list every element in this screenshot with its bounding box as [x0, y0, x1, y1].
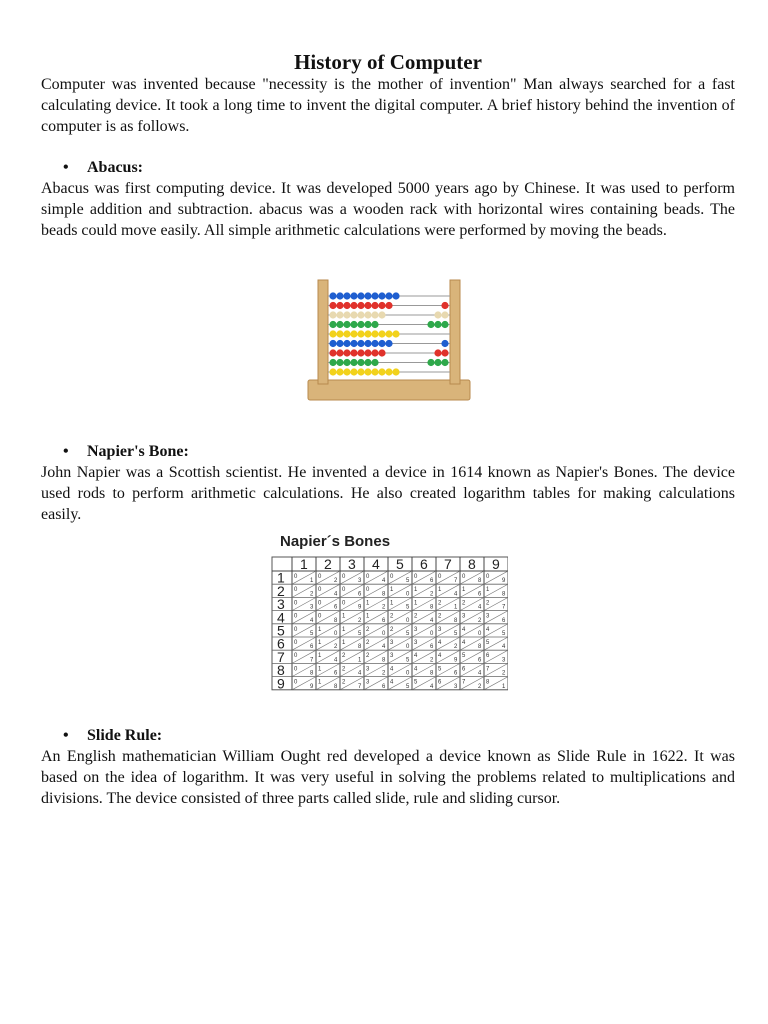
napier-cell-ones: 8 [478, 644, 482, 651]
abacus-bead [336, 330, 343, 337]
abacus-bead [371, 359, 378, 366]
napier-cell-ones: 9 [502, 578, 506, 585]
napier-row-label: 9 [277, 675, 285, 692]
abacus-bead [343, 359, 350, 366]
napier-cell-tens: 3 [390, 640, 394, 646]
napier-cell-tens: 2 [462, 600, 466, 607]
abacus-bead [329, 359, 336, 366]
napier-cell-tens: 0 [294, 613, 298, 620]
napier-cell-tens: 1 [342, 626, 346, 633]
abacus-bead [378, 292, 385, 299]
napier-paragraph: John Napier was a Scottish scientist. He invented a device in 1614 known as Napier's Bones. The device used rods to perform arithmetic calculations. He also created logarithm tables for making calculations easily. [41, 464, 735, 523]
bullet-glyph: • [63, 443, 69, 460]
abacus-bead [441, 321, 448, 328]
napier-cell-tens: 0 [342, 600, 346, 607]
abacus-bead [357, 349, 364, 356]
abacus-bead [364, 321, 371, 328]
abacus-bead [371, 330, 378, 337]
abacus-bead [336, 340, 343, 347]
abacus-bead [336, 359, 343, 366]
page-title: History of Computer [294, 50, 482, 74]
napier-cell-ones: 4 [358, 670, 362, 677]
abacus-bead [371, 340, 378, 347]
napier-cell-ones: 2 [478, 683, 482, 690]
napier-col-label: 7 [444, 556, 452, 572]
section-heading-label: Abacus: [87, 159, 144, 176]
napier-cell-ones: 8 [334, 683, 338, 690]
napier-cell-tens: 1 [414, 600, 418, 607]
abacus-bead [378, 340, 385, 347]
abacus-bead [329, 321, 336, 328]
napier-cell-tens: 0 [294, 626, 298, 633]
napier-cell-ones: 2 [358, 617, 362, 624]
napier-cell-tens: 7 [486, 666, 490, 673]
abacus-bead [357, 368, 364, 375]
abacus-bead [441, 302, 448, 309]
napier-cell-ones: 0 [334, 631, 338, 637]
napier-cell-tens: 1 [318, 653, 322, 660]
napier-cell-ones: 9 [454, 657, 458, 664]
napier-cell-ones: 2 [502, 670, 506, 677]
napier-cell-tens: 0 [462, 574, 466, 580]
abacus-bead [350, 330, 357, 337]
napier-cell-tens: 1 [486, 587, 490, 594]
abacus-bead [350, 349, 357, 356]
abacus-bead [329, 368, 336, 375]
abacus-bead [350, 340, 357, 347]
napier-cell-ones: 1 [310, 578, 314, 585]
abacus-bead [378, 368, 385, 375]
napier-row-label: 6 [277, 635, 285, 652]
abacus-bead [371, 302, 378, 309]
napier-cell-tens: 2 [342, 653, 346, 660]
napier-cell-tens: 0 [318, 613, 322, 620]
napier-cell-ones: 8 [502, 591, 506, 598]
napier-cell-tens: 0 [438, 574, 442, 580]
napier-row-label: 5 [277, 622, 285, 639]
abacus-bead [385, 292, 392, 299]
napier-cell-tens: 0 [390, 574, 394, 580]
napier-cell-tens: 7 [462, 679, 466, 686]
napier-cell-tens: 0 [294, 574, 298, 580]
abacus-bead [371, 311, 378, 318]
napier-cell-tens: 1 [342, 613, 346, 620]
section-heading-napier [63, 441, 189, 462]
napier-cell-ones: 5 [358, 631, 362, 637]
napier-cell-tens: 4 [462, 626, 466, 633]
napier-row-label: 4 [277, 609, 285, 626]
napier-cell-ones: 4 [430, 683, 434, 690]
abacus-bead [350, 311, 357, 318]
abacus-bead [350, 321, 357, 328]
napier-row-label: 3 [277, 596, 285, 613]
abacus-bead [371, 349, 378, 356]
napier-cell-tens: 3 [438, 626, 442, 633]
napier-cell-tens: 0 [318, 574, 322, 580]
napier-cell-tens: 0 [318, 600, 322, 607]
abacus-bead [378, 302, 385, 309]
napier-cell-tens: 3 [366, 679, 370, 686]
napier-cell-ones: 8 [358, 644, 362, 651]
abacus-bead [357, 302, 364, 309]
napier-cell-ones: 6 [358, 591, 362, 598]
napier-cell-ones: 6 [478, 657, 482, 664]
napier-cell-ones: 6 [334, 604, 338, 611]
napier-cell-ones: 9 [358, 604, 362, 611]
napier-cell-tens: 3 [414, 640, 418, 646]
napier-cell-ones: 1 [502, 683, 506, 690]
napier-cell-ones: 6 [430, 578, 434, 585]
napier-col-label: 9 [492, 556, 500, 572]
napier-cell-tens: 2 [486, 600, 490, 607]
napier-cell-tens: 1 [366, 613, 370, 620]
napier-cell-ones: 2 [382, 670, 386, 677]
abacus-bead [364, 349, 371, 356]
napier-cell-tens: 4 [438, 640, 442, 646]
napier-cell-tens: 0 [294, 640, 298, 646]
napier-cell-tens: 3 [390, 653, 394, 660]
napier-cell-ones: 6 [454, 670, 458, 677]
abacus-bead [343, 311, 350, 318]
napier-cell-tens: 0 [342, 587, 346, 594]
abacus-bead [329, 302, 336, 309]
napier-cell-tens: 2 [438, 613, 442, 620]
napier-col-label: 2 [324, 556, 332, 572]
napier-cell-ones: 5 [406, 631, 410, 637]
abacus-bead [441, 349, 448, 356]
napier-cell-ones: 2 [334, 578, 338, 585]
napier-cell-tens: 4 [390, 679, 394, 686]
abacus-bead [336, 302, 343, 309]
abacus-bead [343, 340, 350, 347]
napier-cell-tens: 0 [294, 587, 298, 594]
abacus-bead [336, 368, 343, 375]
section-heading-label: Slide Rule: [87, 727, 163, 744]
napier-cell-ones: 1 [454, 604, 458, 611]
abacus-bead [434, 321, 441, 328]
abacus-bead [350, 359, 357, 366]
napier-cell-tens: 0 [414, 574, 418, 580]
napier-cell-tens: 8 [486, 679, 490, 686]
napier-col-label: 1 [300, 556, 308, 572]
napier-cell-ones: 7 [310, 657, 314, 664]
napier-cell-tens: 2 [414, 613, 418, 620]
abacus-bead [336, 349, 343, 356]
abacus-bead [385, 368, 392, 375]
napier-col-label: 3 [348, 556, 356, 572]
abacus-bead [357, 340, 364, 347]
abacus-bead [434, 349, 441, 356]
napier-cell-ones: 8 [478, 578, 482, 585]
napier-cell-ones: 3 [358, 578, 362, 585]
napier-cell-tens: 2 [438, 600, 442, 607]
abacus-bead [343, 321, 350, 328]
abacus-bead [357, 321, 364, 328]
napier-cell-ones: 8 [310, 670, 314, 677]
napier-cell-ones: 1 [358, 657, 362, 664]
abacus-bead [378, 311, 385, 318]
napier-cell-ones: 0 [406, 617, 410, 624]
napier-cell-tens: 4 [438, 653, 442, 660]
napier-title: Napier´s Bones [280, 533, 391, 550]
napier-col-label: 8 [468, 556, 476, 572]
abacus-bead [329, 330, 336, 337]
abacus-bead [343, 368, 350, 375]
napier-cell-ones: 4 [454, 591, 458, 598]
napier-cell-ones: 5 [406, 578, 410, 585]
napier-cell-tens: 0 [486, 574, 490, 580]
napier-cell-tens: 5 [486, 640, 490, 646]
abacus-bead [357, 359, 364, 366]
napier-cell-tens: 3 [462, 613, 466, 620]
abacus-bead [364, 292, 371, 299]
napier-cell-ones: 6 [382, 617, 386, 624]
napier-cell-ones: 0 [406, 591, 410, 598]
napier-cell-tens: 4 [462, 640, 466, 646]
napier-cell-tens: 3 [366, 666, 370, 673]
napier-cell-ones: 2 [430, 657, 434, 664]
abacus-bead [329, 340, 336, 347]
napier-cell-tens: 1 [318, 626, 322, 633]
napier-cell-ones: 8 [382, 591, 386, 598]
napier-cell-ones: 6 [478, 591, 482, 598]
napier-col-label: 6 [420, 556, 428, 572]
napier-cell-ones: 9 [310, 683, 314, 690]
abacus-bead [364, 330, 371, 337]
napier-cell-tens: 0 [366, 587, 370, 594]
napier-cell-ones: 4 [502, 644, 506, 651]
napier-cell-ones: 4 [478, 670, 482, 677]
napier-cell-ones: 0 [382, 631, 386, 637]
napier-row-label: 2 [277, 582, 285, 599]
napier-cell-ones: 6 [430, 644, 434, 651]
napier-cell-ones: 8 [454, 617, 458, 624]
napier-cell-ones: 3 [310, 604, 314, 611]
abacus-bead [350, 292, 357, 299]
napier-cell-tens: 1 [318, 640, 322, 646]
napier-cell-tens: 0 [366, 574, 370, 580]
napier-cell-tens: 4 [414, 653, 418, 660]
abacus-post-right [450, 280, 460, 384]
abacus-bead [343, 349, 350, 356]
abacus-bead [441, 340, 448, 347]
napier-cell-tens: 2 [390, 626, 394, 633]
abacus-bead [385, 340, 392, 347]
napier-cell-ones: 5 [406, 657, 410, 664]
abacus-image [306, 276, 472, 404]
napier-cell-tens: 1 [414, 587, 418, 594]
napier-cell-tens: 2 [390, 613, 394, 620]
abacus-bead [343, 302, 350, 309]
napier-cell-ones: 3 [502, 657, 506, 664]
napier-cell-ones: 2 [382, 604, 386, 611]
napier-cell-tens: 0 [294, 679, 298, 686]
napier-cell-tens: 5 [438, 666, 442, 673]
napier-cell-tens: 3 [414, 626, 418, 633]
napier-cell-ones: 2 [478, 617, 482, 624]
abacus-bead [343, 330, 350, 337]
napier-cell-tens: 2 [366, 626, 370, 633]
napier-cell-tens: 2 [342, 666, 346, 673]
abacus-bead [392, 330, 399, 337]
napier-cell-ones: 2 [454, 644, 458, 651]
napier-cell-tens: 1 [318, 679, 322, 686]
napier-row-label: 8 [277, 662, 285, 679]
napier-cell-ones: 6 [502, 617, 506, 624]
napier-cell-ones: 3 [454, 683, 458, 690]
napier-cell-ones: 8 [430, 670, 434, 677]
abacus-bead [329, 311, 336, 318]
napier-cell-tens: 0 [294, 666, 298, 673]
abacus-bead [350, 368, 357, 375]
napier-cell-ones: 2 [430, 591, 434, 598]
napier-cell-tens: 1 [462, 587, 466, 594]
abacus-bead [434, 311, 441, 318]
abacus-bead [371, 292, 378, 299]
abacus-base [308, 380, 470, 400]
abacus-bead [392, 292, 399, 299]
abacus-bead [385, 302, 392, 309]
abacus-bead [336, 321, 343, 328]
napier-bones-image [268, 527, 508, 695]
napier-cell-tens: 4 [486, 626, 490, 633]
napier-cell-ones: 2 [334, 644, 338, 651]
napier-cell-ones: 6 [382, 683, 386, 690]
napier-cell-ones: 8 [430, 604, 434, 611]
napier-cell-ones: 4 [478, 604, 482, 611]
abacus-bead [441, 359, 448, 366]
napier-cell-tens: 4 [390, 666, 394, 673]
napier-cell-tens: 4 [414, 666, 418, 673]
napier-row-label: 7 [277, 648, 285, 665]
abacus-bead [357, 330, 364, 337]
napier-cell-tens: 0 [294, 600, 298, 607]
intro-paragraph: Computer was invented because "necessity is the mother of invention" Man always searched for a fast calculating device. It took a long time to invent the digital computer. A brief history behind the invention of computer is as follows. [41, 76, 735, 135]
abacus-bead [364, 359, 371, 366]
napier-cell-ones: 8 [334, 617, 338, 624]
napier-cell-tens: 2 [342, 679, 346, 686]
abacus-bead [427, 359, 434, 366]
napier-cell-tens: 1 [318, 666, 322, 673]
abacus-bead [329, 292, 336, 299]
section-heading-slide-rule [63, 725, 162, 746]
napier-cell-ones: 5 [406, 683, 410, 690]
napier-cell-tens: 5 [414, 679, 418, 686]
abacus-bead [357, 292, 364, 299]
section-heading-label: Napier's Bone: [87, 443, 189, 460]
abacus-bead [392, 368, 399, 375]
abacus-bead [371, 368, 378, 375]
napier-cell-tens: 2 [366, 640, 370, 646]
abacus-bead [441, 311, 448, 318]
abacus-bead [343, 292, 350, 299]
napier-cell-tens: 1 [342, 640, 346, 646]
abacus-bead [336, 311, 343, 318]
bullet-glyph: • [63, 159, 69, 176]
napier-cell-tens: 1 [390, 587, 394, 594]
abacus-bead [427, 321, 434, 328]
napier-cell-ones: 0 [406, 670, 410, 677]
napier-cell-tens: 6 [462, 666, 466, 673]
napier-cell-ones: 4 [334, 657, 338, 664]
abacus-paragraph: Abacus was first computing device. It was developed 5000 years ago by Chinese. It was used to perform simple addition and subtraction. abacus was a wooden rack with horizontal wires containing beads. The beads could move easily. All simple arithmetic calculations were performed by moving the beads. [41, 180, 735, 239]
napier-cell-ones: 4 [334, 591, 338, 598]
napier-cell-tens: 2 [366, 653, 370, 660]
abacus-bead [329, 349, 336, 356]
abacus-bead [357, 311, 364, 318]
napier-cell-ones: 4 [430, 617, 434, 624]
napier-cell-tens: 1 [438, 587, 442, 594]
section-heading-abacus [63, 157, 143, 178]
napier-cell-ones: 5 [502, 631, 506, 637]
napier-cell-ones: 6 [310, 644, 314, 651]
napier-cell-ones: 5 [310, 631, 314, 637]
napier-cell-tens: 0 [342, 574, 346, 580]
napier-cell-ones: 0 [478, 631, 482, 637]
napier-cell-tens: 1 [390, 600, 394, 607]
abacus-bead [364, 340, 371, 347]
napier-cell-ones: 7 [502, 604, 506, 611]
napier-cell-ones: 7 [454, 578, 458, 585]
napier-cell-ones: 0 [430, 631, 434, 637]
abacus-bead [364, 302, 371, 309]
abacus-bead [378, 349, 385, 356]
napier-cell-ones: 8 [382, 657, 386, 664]
napier-cell-tens: 6 [486, 653, 490, 660]
napier-cell-ones: 5 [406, 604, 410, 611]
abacus-post-left [318, 280, 328, 384]
napier-cell-ones: 5 [454, 631, 458, 637]
napier-cell-ones: 7 [358, 683, 362, 690]
napier-cell-tens: 5 [462, 653, 466, 660]
napier-cell-tens: 0 [294, 653, 298, 660]
abacus-bead [350, 302, 357, 309]
abacus-bead [371, 321, 378, 328]
abacus-bead [336, 292, 343, 299]
napier-cell-ones: 4 [382, 644, 386, 651]
napier-col-label: 5 [396, 556, 404, 572]
napier-cell-tens: 1 [366, 600, 370, 607]
napier-col-label: 4 [372, 556, 380, 572]
slide-rule-paragraph: An English mathematician William Ought red developed a device known as Slide Rule in 1622. It was based on the idea of logarithm. It was very useful in solving the problems related to multiplications and divisions. The device consisted of three parts called slide, rule and sliding cursor. [41, 748, 735, 807]
napier-cell-ones: 4 [310, 617, 314, 624]
napier-cell-ones: 4 [382, 578, 386, 585]
abacus-bead [385, 330, 392, 337]
abacus-bead [378, 330, 385, 337]
bullet-glyph: • [63, 727, 69, 744]
napier-cell-tens: 6 [438, 679, 442, 686]
napier-cell-tens: 3 [486, 613, 490, 620]
napier-cell-ones: 0 [406, 644, 410, 651]
napier-cell-ones: 6 [334, 670, 338, 677]
napier-row-label: 1 [277, 569, 285, 586]
napier-cell-ones: 2 [310, 591, 314, 598]
abacus-bead [364, 368, 371, 375]
abacus-bead [434, 359, 441, 366]
napier-cell-tens: 0 [318, 587, 322, 594]
abacus-bead [364, 311, 371, 318]
